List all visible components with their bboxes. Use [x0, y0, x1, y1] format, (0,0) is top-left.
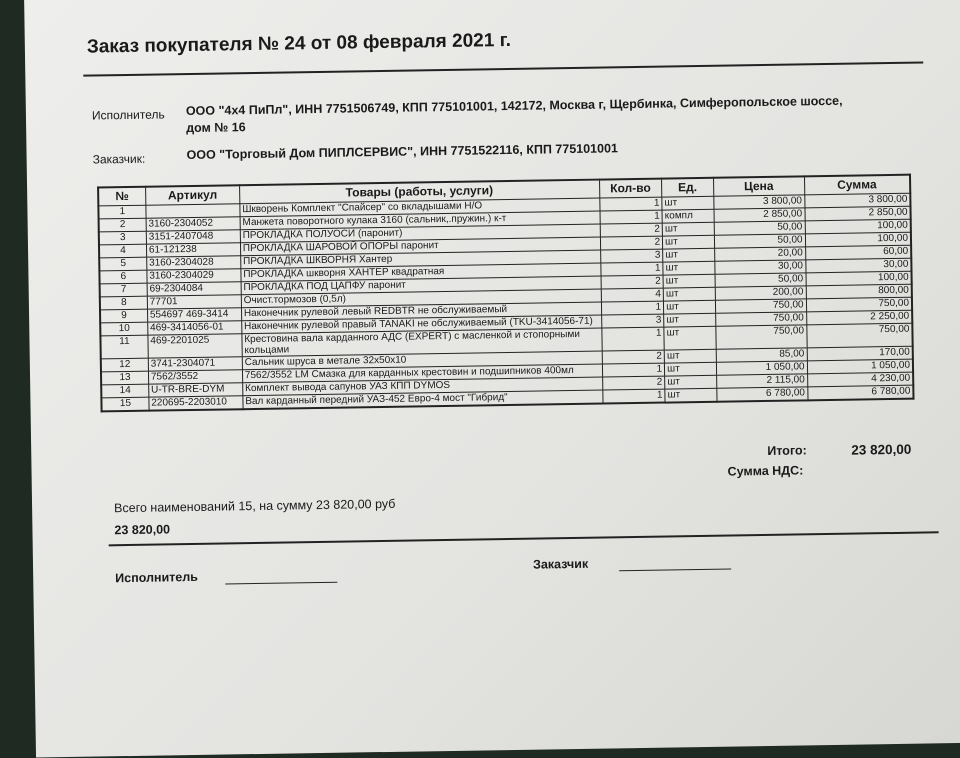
price-cell: 1 050,00 [716, 361, 807, 375]
column-header: Артикул [145, 185, 239, 205]
sum-cell: 4 230,00 [807, 372, 913, 387]
executor-signature-line [225, 582, 337, 585]
item-name-cell: Крестовина вала карданного АДС (EXPERT) с масленкой и стопорными кольцами [242, 328, 602, 357]
executor-signature-label: Исполнитель [115, 569, 199, 586]
divider [83, 61, 923, 76]
item-name-cell: Наконечник рулевой левый REDBTR не обслуживаемый [241, 302, 601, 321]
quantity-cell: 1 [599, 197, 662, 211]
price-cell: 6 780,00 [717, 387, 808, 402]
item-name-cell: ПРОКЛАДКА шкворня ХАНТЕР квадратная [241, 263, 601, 282]
row-number: 3 [99, 231, 147, 245]
price-cell: 200,00 [715, 286, 806, 300]
price-cell: 50,00 [715, 273, 806, 287]
sum-cell: 750,00 [806, 297, 912, 312]
unit-cell: шт [663, 274, 715, 288]
column-header: Ед. [662, 178, 714, 197]
item-name-cell: Вал карданный передний УАЗ-452 Евро-4 мост "Гибрид" [243, 390, 603, 409]
sum-cell: 2 250,00 [806, 310, 912, 325]
item-name-cell: Комплект вывода сапунов УАЗ КПП DYMOS [242, 377, 602, 396]
unit-cell: шт [664, 313, 716, 327]
sum-cell: 30,00 [805, 258, 911, 273]
unit-cell: шт [662, 196, 714, 210]
total-label: Итого: [767, 443, 807, 458]
price-cell: 20,00 [714, 247, 805, 261]
quantity-cell: 1 [600, 210, 663, 224]
order-table [97, 174, 914, 413]
sum-cell: 60,00 [805, 245, 911, 260]
sum-cell: 170,00 [807, 346, 913, 361]
sum-cell: 100,00 [805, 219, 911, 234]
unit-cell: шт [664, 349, 716, 363]
row-number: 6 [99, 270, 147, 284]
price-cell: 750,00 [716, 325, 807, 349]
item-name-cell: ПРОКЛАДКА ШКВОРНЯ Хантер [240, 250, 600, 269]
row-number: 1 [98, 205, 146, 219]
item-name-cell: Наконечник рулевой правый TANAKI не обслуживаемый (TKU-3414056-71) [242, 315, 602, 334]
item-name-cell: ПРОКЛАДКА ПОЛУОСИ (паронит) [240, 224, 600, 243]
unit-cell: шт [663, 248, 715, 262]
item-name-cell: Сальник шруса в метале 32х50х10 [242, 351, 602, 370]
article-cell: 3151-2407048 [146, 230, 240, 244]
item-name-cell: ПРОКЛАДКА ПОД ЦАПФУ паронит [241, 276, 601, 295]
article-cell: 61-121238 [146, 243, 240, 257]
unit-cell: шт [665, 362, 717, 376]
quantity-cell: 3 [600, 249, 663, 263]
quantity-cell: 1 [600, 262, 663, 276]
document-title: Заказ покупателя № 24 от 08 февраля 2021 г. [86, 29, 512, 58]
row-number: 2 [99, 218, 147, 232]
article-cell: 469-2201025 [148, 334, 242, 358]
row-number: 10 [100, 322, 148, 336]
row-number: 12 [101, 358, 149, 372]
document-page [24, 0, 960, 757]
divider [109, 531, 939, 546]
price-cell: 50,00 [714, 234, 805, 248]
article-cell: 77701 [147, 295, 241, 309]
row-number: 7 [100, 283, 148, 297]
total-value: 23 820,00 [851, 441, 912, 458]
quantity-cell: 2 [601, 275, 664, 289]
sum-cell: 750,00 [806, 323, 912, 348]
row-number: 4 [99, 244, 147, 258]
unit-cell: шт [663, 235, 715, 249]
quantity-cell: 2 [600, 223, 663, 237]
column-header: Сумма [804, 175, 910, 195]
unit-cell: шт [664, 326, 716, 350]
customer-label: Заказчик: [92, 151, 146, 167]
row-number: 8 [100, 296, 148, 310]
item-name-cell: Шкворень Комплект "Спайсер" со вкладышами Н/О [240, 198, 600, 217]
price-cell: 3 800,00 [714, 195, 805, 209]
price-cell: 50,00 [714, 221, 805, 235]
quantity-cell: 2 [600, 236, 663, 250]
quantity-cell: 1 [601, 327, 664, 351]
item-name-cell: Очист.тормозов (0,5л) [241, 289, 601, 308]
unit-cell: шт [663, 287, 715, 301]
unit-cell: шт [662, 222, 714, 236]
sum-cell: 6 780,00 [807, 385, 913, 400]
sum-cell: 1 050,00 [807, 359, 913, 374]
executor-value: ООО "4х4 ПиПл", ИНН 7751506749, КПП 775101001, 142172, Москва г, Щербинка, Симферопольское шоссе, дом № 16 [185, 93, 843, 136]
unit-cell: шт [665, 375, 717, 389]
price-cell: 30,00 [715, 260, 806, 274]
sum-cell: 800,00 [806, 284, 912, 299]
unit-cell: шт [664, 300, 716, 314]
article-cell: U-TR-BRE-DYM [149, 383, 243, 397]
article-cell: 220695-2203010 [149, 396, 243, 411]
article-cell: 69-2304084 [147, 282, 241, 296]
price-cell: 750,00 [715, 299, 806, 313]
customer-signature-label: Заказчик [532, 556, 589, 572]
article-cell: 7562/3552 [148, 370, 242, 384]
article-cell: 554697 469-3414 [147, 308, 241, 322]
column-header: Цена [713, 176, 804, 196]
vat-label: Сумма НДС: [727, 463, 804, 479]
price-cell: 2 115,00 [716, 374, 807, 388]
column-header: Товары (работы, услуги) [239, 180, 599, 204]
quantity-cell: 2 [602, 350, 665, 364]
row-number: 11 [100, 335, 148, 359]
column-header: № [98, 187, 146, 206]
item-name-cell: 7562/3552 LM Смазка для карданных крестовин и подшипников 400мл [242, 364, 602, 383]
customer-signature-line [619, 569, 731, 572]
quantity-cell: 1 [602, 363, 665, 377]
row-number: 15 [101, 397, 149, 411]
quantity-cell: 2 [602, 376, 665, 390]
article-cell: 3741-2304071 [148, 357, 242, 371]
price-cell: 85,00 [716, 348, 807, 362]
summary-amount: 23 820,00 [114, 522, 171, 538]
price-cell: 750,00 [715, 312, 806, 326]
quantity-cell: 3 [601, 314, 664, 328]
quantity-cell: 1 [602, 389, 665, 403]
unit-cell: компл [662, 209, 714, 223]
article-cell: 3160-2304052 [146, 217, 240, 231]
column-header: Кол-во [599, 179, 662, 198]
unit-cell: шт [665, 388, 717, 402]
sum-cell: 100,00 [805, 232, 911, 247]
summary-text: Всего наименований 15, на сумму 23 820,00 руб [114, 496, 396, 516]
sum-cell: 3 800,00 [804, 193, 910, 208]
row-number: 13 [101, 371, 149, 385]
customer-value: ООО "Торговый Дом ПИПЛСЕРВИС", ИНН 7751522116, КПП 775101001 [186, 141, 619, 163]
article-cell: 469-3414056-01 [148, 321, 242, 335]
item-name-cell: Манжета поворотного кулака 3160 (сальник,.пружин.) к-т [240, 211, 600, 230]
sum-cell: 100,00 [806, 271, 912, 286]
unit-cell: шт [663, 261, 715, 275]
article-cell: 3160-2304028 [147, 256, 241, 270]
quantity-cell: 4 [601, 288, 664, 302]
row-number: 9 [100, 309, 148, 323]
executor-label: Исполнитель [91, 107, 165, 123]
sum-cell: 2 850,00 [805, 206, 911, 221]
price-cell: 2 850,00 [714, 208, 805, 222]
row-number: 14 [101, 384, 149, 398]
item-name-cell: ПРОКЛАДКА ШАРОВОЙ ОПОРЫ паронит [240, 237, 600, 256]
quantity-cell: 1 [601, 301, 664, 315]
article-cell: 3160-2304029 [147, 269, 241, 283]
row-number: 5 [99, 257, 147, 271]
